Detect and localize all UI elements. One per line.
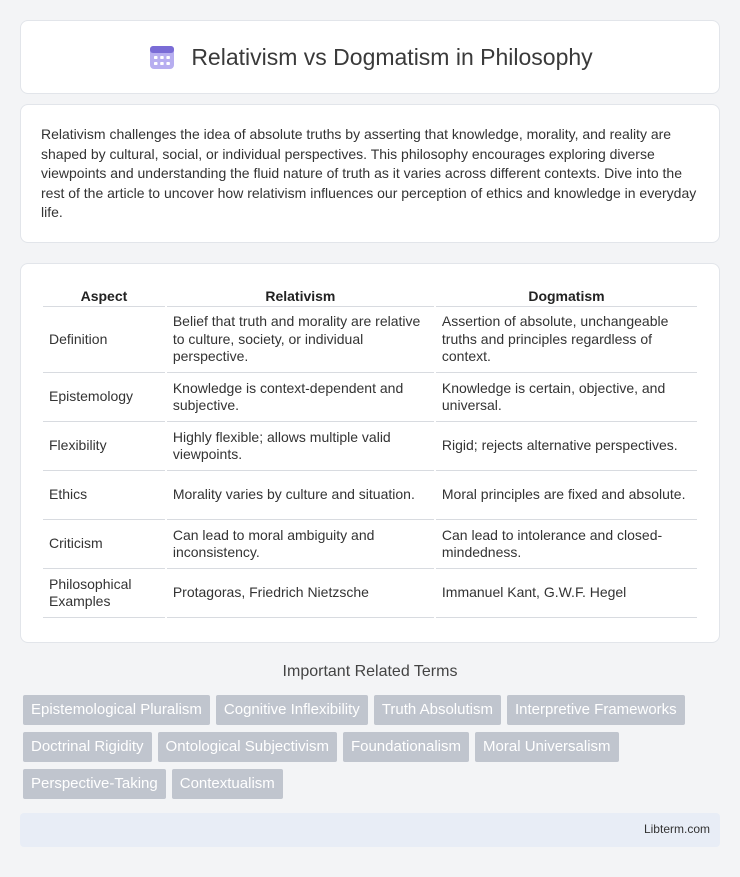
related-term-tag[interactable]: Contextualism: [172, 769, 283, 799]
table-header-row: [43, 284, 697, 307]
table-row: [43, 307, 697, 373]
cell-relativism: Belief that truth and morality are relative to culture, society, or individual perspective.: [167, 307, 434, 373]
related-term-tag[interactable]: Moral Universalism: [475, 732, 619, 762]
cell-dogmatism: Can lead to intolerance and closed-mindedness.: [436, 520, 697, 569]
cell-aspect: Definition: [43, 307, 165, 373]
header-dogmatism: Dogmatism: [436, 284, 697, 307]
related-term-tag[interactable]: Truth Absolutism: [374, 695, 501, 725]
table-row: [43, 373, 697, 422]
title-wrap: [147, 42, 592, 72]
table-row: [43, 569, 697, 618]
cell-dogmatism: Rigid; rejects alternative perspectives.: [436, 422, 697, 471]
related-term-tag[interactable]: Doctrinal Rigidity: [23, 732, 152, 762]
cell-dogmatism: Assertion of absolute, unchangeable truths and principles regardless of context.: [436, 307, 697, 373]
header-card: [20, 20, 720, 94]
cell-aspect: Epistemology: [43, 373, 165, 422]
comparison-table: [41, 284, 699, 618]
related-term-tag[interactable]: Epistemological Pluralism: [23, 695, 210, 725]
cell-relativism: Morality varies by culture and situation.: [167, 471, 434, 520]
related-term-tag[interactable]: Foundationalism: [343, 732, 469, 762]
intro-paragraph: Relativism challenges the idea of absolute truths by asserting that knowledge, morality, and reality are shaped by cultural, social, or individual perspectives. This philosophy encourages exploring diverse viewpoints and understanding the fluid nature of truth as it varies across different contexts. Dive into the rest of the article to uncover how relativism influences our perception of ethics and knowledge in everyday life.: [41, 126, 697, 220]
header-relativism: Relativism: [167, 284, 434, 307]
related-terms-list: [23, 695, 723, 799]
cell-relativism: Protagoras, Friedrich Nietzsche: [167, 569, 434, 618]
related-term-tag[interactable]: Perspective-Taking: [23, 769, 166, 799]
related-term-tag[interactable]: Interpretive Frameworks: [507, 695, 685, 725]
cell-relativism: Highly flexible; allows multiple valid viewpoints.: [167, 422, 434, 471]
cell-aspect: Criticism: [43, 520, 165, 569]
table-row: [43, 520, 697, 569]
footer-site-link[interactable]: Libterm.com: [643, 822, 710, 836]
intro-card: [20, 104, 720, 243]
cell-dogmatism: Immanuel Kant, G.W.F. Hegel: [436, 569, 697, 618]
cell-dogmatism: Moral principles are fixed and absolute.: [436, 471, 697, 520]
cell-relativism: Can lead to moral ambiguity and inconsistency.: [167, 520, 434, 569]
cell-aspect: Ethics: [43, 471, 165, 520]
table-row: [43, 422, 697, 471]
calendar-grid-icon: [147, 42, 177, 72]
related-terms-title: Important Related Terms: [282, 663, 458, 680]
cell-aspect: Flexibility: [43, 422, 165, 471]
cell-aspect: Philosophical Examples: [43, 569, 165, 618]
cell-relativism: Knowledge is context-dependent and subjective.: [167, 373, 434, 422]
comparison-table-card: [20, 263, 720, 643]
related-term-tag[interactable]: Ontological Subjectivism: [158, 732, 337, 762]
header-aspect: Aspect: [43, 284, 165, 307]
table-row: [43, 471, 697, 520]
related-term-tag[interactable]: Cognitive Inflexibility: [216, 695, 368, 725]
footer-bar: [20, 813, 720, 847]
cell-dogmatism: Knowledge is certain, objective, and universal.: [436, 373, 697, 422]
page-title: Relativism vs Dogmatism in Philosophy: [191, 43, 593, 70]
